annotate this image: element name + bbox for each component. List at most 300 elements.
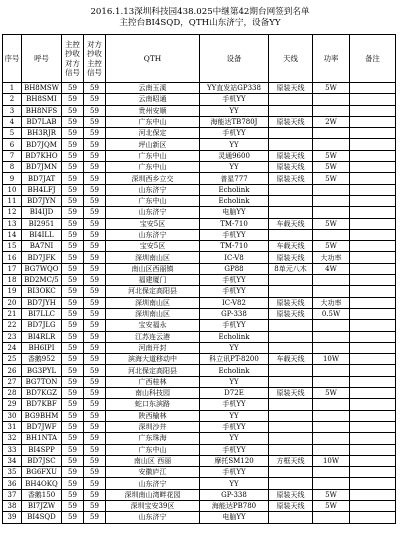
row-index-cell: 1	[3, 83, 22, 94]
qth-cell: 南山科技园	[106, 388, 200, 399]
rx-signal-cell: 59	[62, 263, 84, 274]
callsign-cell: BD7KHO	[22, 150, 62, 161]
table-row	[3, 399, 396, 410]
rx-signal-cell: 59	[62, 128, 84, 139]
row-index-cell: 2	[3, 94, 22, 105]
rx-signal-cell: 59	[62, 421, 84, 432]
antenna-cell	[269, 365, 313, 376]
antenna-cell	[269, 331, 313, 342]
remarks-cell	[350, 467, 396, 478]
rx-signal-cell: 59	[62, 241, 84, 252]
table-row	[3, 173, 396, 184]
antenna-cell	[269, 342, 313, 353]
col-index-header: 序号	[3, 35, 22, 83]
equipment-cell: TM-710	[200, 241, 269, 252]
qth-cell: 宝安5区	[106, 241, 200, 252]
tx-signal-cell: 59	[84, 241, 106, 252]
remarks-cell	[350, 308, 396, 319]
antenna-cell	[269, 286, 313, 297]
remarks-cell	[350, 433, 396, 444]
qth-cell: 宝安福永	[106, 320, 200, 331]
signin-table	[2, 34, 396, 524]
col-power-header: 功率	[313, 35, 350, 83]
row-index-cell: 39	[3, 512, 22, 523]
equipment-cell: Echolink	[200, 331, 269, 342]
qth-cell: 山东济宁	[106, 207, 200, 218]
antenna-cell: 原装天线	[269, 116, 313, 127]
remarks-cell	[350, 83, 396, 94]
callsign-cell: BD7KBF	[22, 399, 62, 410]
power-cell	[313, 399, 350, 410]
remarks-cell	[350, 376, 396, 387]
equipment-cell: 手机YY	[200, 286, 269, 297]
rx-signal-cell: 59	[62, 489, 84, 500]
remarks-cell	[350, 241, 396, 252]
qth-cell: 河北保定高阳县	[106, 286, 200, 297]
remarks-cell	[350, 455, 396, 466]
antenna-cell	[269, 410, 313, 421]
row-index-cell: 20	[3, 297, 22, 308]
page-subtitle: 主控台BI4SQD，QTH山东济宁，设备YY	[119, 18, 281, 28]
tx-signal-cell: 59	[84, 207, 106, 218]
antenna-cell: 原装天线	[269, 308, 313, 319]
equipment-cell: Echolink	[200, 195, 269, 206]
table-row	[3, 410, 396, 421]
rx-signal-cell: 59	[62, 331, 84, 342]
equipment-cell: 普星777	[200, 173, 269, 184]
tx-signal-cell: 59	[84, 478, 106, 489]
rx-signal-cell: 59	[62, 286, 84, 297]
remarks-cell	[350, 354, 396, 365]
rx-signal-cell: 59	[62, 455, 84, 466]
remarks-cell	[350, 275, 396, 286]
tx-signal-cell: 59	[84, 320, 106, 331]
table-row	[3, 94, 396, 105]
page-title: 2016.1.13深圳科技园438.025中继第42期台网签到名单	[90, 7, 310, 17]
table-row	[3, 433, 396, 444]
callsign-cell: 香鹅952	[22, 354, 62, 365]
remarks-cell	[350, 286, 396, 297]
callsign-cell: BH6IPI	[22, 342, 62, 353]
table-row	[3, 512, 396, 523]
callsign-cell: BD7JQM	[22, 139, 62, 150]
antenna-cell: 车载天线	[269, 218, 313, 229]
equipment-cell: Echolink	[200, 184, 269, 195]
equipment-cell: 电脑YY	[200, 512, 269, 523]
rx-signal-cell: 59	[62, 173, 84, 184]
row-index-cell: 31	[3, 421, 22, 432]
qth-cell: 广东中山	[106, 116, 200, 127]
table-row	[3, 139, 396, 150]
power-cell	[313, 275, 350, 286]
qth-cell: 深圳宝安39区	[106, 500, 200, 511]
table-row	[3, 354, 396, 365]
table-row	[3, 184, 396, 195]
table-row	[3, 207, 396, 218]
table-row	[3, 342, 396, 353]
tx-signal-cell: 59	[84, 263, 106, 274]
table-row	[3, 218, 396, 229]
col-tx-signal-header: 对方抄收主控信号	[84, 35, 106, 83]
table-row	[3, 229, 396, 240]
tx-signal-cell: 59	[84, 500, 106, 511]
remarks-cell	[350, 139, 396, 150]
table-header-row	[3, 35, 396, 83]
qth-cell: 云南玉溪	[106, 83, 200, 94]
antenna-cell	[269, 320, 313, 331]
equipment-cell: 灵通9600	[200, 150, 269, 161]
qth-cell: 深圳西乡立交	[106, 173, 200, 184]
table-row	[3, 478, 396, 489]
callsign-cell: BI4RLR	[22, 331, 62, 342]
row-index-cell: 18	[3, 275, 22, 286]
qth-cell: 陕西榆林	[106, 410, 200, 421]
equipment-cell: YY	[200, 433, 269, 444]
power-cell	[313, 512, 350, 523]
power-cell: 5W	[313, 83, 350, 94]
remarks-cell	[350, 162, 396, 173]
table-row	[3, 116, 396, 127]
tx-signal-cell: 59	[84, 365, 106, 376]
qth-cell: 广东中山	[106, 150, 200, 161]
row-index-cell: 25	[3, 354, 22, 365]
table-row	[3, 297, 396, 308]
remarks-cell	[350, 512, 396, 523]
equipment-cell: IC-V8	[200, 252, 269, 263]
power-cell	[313, 478, 350, 489]
qth-cell: 坪山新区	[106, 139, 200, 150]
callsign-cell: BH1NTA	[22, 433, 62, 444]
row-index-cell: 38	[3, 500, 22, 511]
power-cell	[313, 376, 350, 387]
rx-signal-cell: 59	[62, 252, 84, 263]
antenna-cell: 方框天线	[269, 455, 313, 466]
callsign-cell: BD7JYH	[22, 297, 62, 308]
qth-cell: 广东珠海	[106, 433, 200, 444]
antenna-cell	[269, 105, 313, 116]
equipment-cell: 手机YY	[200, 320, 269, 331]
table-row	[3, 162, 396, 173]
tx-signal-cell: 59	[84, 331, 106, 342]
rx-signal-cell: 59	[62, 444, 84, 455]
qth-cell: 深圳沙井	[106, 421, 200, 432]
row-index-cell: 13	[3, 218, 22, 229]
col-remarks-header: 备注	[350, 35, 396, 83]
rx-signal-cell: 59	[62, 195, 84, 206]
power-cell	[313, 467, 350, 478]
antenna-cell	[269, 376, 313, 387]
table-row	[3, 467, 396, 478]
callsign-cell: BG7TON	[22, 376, 62, 387]
rx-signal-cell: 59	[62, 229, 84, 240]
qth-cell: 江苏连云港	[106, 331, 200, 342]
tx-signal-cell: 59	[84, 139, 106, 150]
equipment-cell: YY	[200, 376, 269, 387]
antenna-cell: 原装天线	[269, 500, 313, 511]
tx-signal-cell: 59	[84, 433, 106, 444]
qth-cell: 河南开封	[106, 342, 200, 353]
antenna-cell	[269, 433, 313, 444]
qth-cell: 河北保定	[106, 128, 200, 139]
remarks-cell	[350, 116, 396, 127]
rx-signal-cell: 59	[62, 207, 84, 218]
callsign-cell: BG7WQO	[22, 263, 62, 274]
row-index-cell: 4	[3, 116, 22, 127]
power-cell	[313, 229, 350, 240]
tx-signal-cell: 59	[84, 128, 106, 139]
power-cell: 5W	[313, 162, 350, 173]
rx-signal-cell: 59	[62, 354, 84, 365]
power-cell	[313, 331, 350, 342]
remarks-cell	[350, 195, 396, 206]
callsign-cell: BH8SMI	[22, 94, 62, 105]
equipment-cell: 手机YY	[200, 229, 269, 240]
antenna-cell	[269, 275, 313, 286]
row-index-cell: 22	[3, 320, 22, 331]
remarks-cell	[350, 331, 396, 342]
antenna-cell: 原装天线	[269, 388, 313, 399]
callsign-cell: BD7JLG	[22, 320, 62, 331]
row-index-cell: 15	[3, 241, 22, 252]
callsign-cell: BD7JWF	[22, 421, 62, 432]
callsign-cell: BD7JMN	[22, 162, 62, 173]
rx-signal-cell: 59	[62, 94, 84, 105]
equipment-cell: 电脑YY	[200, 207, 269, 218]
rx-signal-cell: 59	[62, 399, 84, 410]
table-row	[3, 241, 396, 252]
antenna-cell: 原装天线	[269, 489, 313, 500]
antenna-cell	[269, 94, 313, 105]
power-cell: 5W	[313, 218, 350, 229]
rx-signal-cell: 59	[62, 478, 84, 489]
callsign-cell: BI4ILL	[22, 229, 62, 240]
rx-signal-cell: 59	[62, 388, 84, 399]
power-cell	[313, 433, 350, 444]
antenna-cell	[269, 421, 313, 432]
tx-signal-cell: 59	[84, 229, 106, 240]
rx-signal-cell: 59	[62, 512, 84, 523]
antenna-cell: 原装天线	[269, 162, 313, 173]
power-cell	[313, 286, 350, 297]
power-cell: 10W	[313, 455, 350, 466]
remarks-cell	[350, 207, 396, 218]
power-cell	[313, 421, 350, 432]
power-cell	[313, 444, 350, 455]
remarks-cell	[350, 421, 396, 432]
power-cell	[313, 128, 350, 139]
equipment-cell: 科立讯PT-8200	[200, 354, 269, 365]
tx-signal-cell: 59	[84, 105, 106, 116]
tx-signal-cell: 59	[84, 512, 106, 523]
qth-cell: 南山区 西丽	[106, 455, 200, 466]
equipment-cell: YY	[200, 342, 269, 353]
qth-cell: 深圳南山区	[106, 308, 200, 319]
tx-signal-cell: 59	[84, 83, 106, 94]
tx-signal-cell: 59	[84, 444, 106, 455]
power-cell	[313, 139, 350, 150]
row-index-cell: 7	[3, 150, 22, 161]
rx-signal-cell: 59	[62, 433, 84, 444]
tx-signal-cell: 59	[84, 455, 106, 466]
tx-signal-cell: 59	[84, 308, 106, 319]
row-index-cell: 9	[3, 173, 22, 184]
rx-signal-cell: 59	[62, 342, 84, 353]
antenna-cell: 车载天线	[269, 354, 313, 365]
equipment-cell: 手机YY	[200, 467, 269, 478]
rx-signal-cell: 59	[62, 467, 84, 478]
col-callsign-header: 呼号	[22, 35, 62, 83]
col-antenna-header: 天线	[269, 35, 313, 83]
row-index-cell: 14	[3, 229, 22, 240]
row-index-cell: 34	[3, 455, 22, 466]
antenna-cell: 原装天线	[269, 150, 313, 161]
qth-cell: 云南昭通	[106, 94, 200, 105]
table-row	[3, 421, 396, 432]
rx-signal-cell: 59	[62, 275, 84, 286]
power-cell	[313, 320, 350, 331]
tx-signal-cell: 59	[84, 162, 106, 173]
rx-signal-cell: 59	[62, 500, 84, 511]
tx-signal-cell: 59	[84, 399, 106, 410]
remarks-cell	[350, 500, 396, 511]
callsign-cell: BI4SQD	[22, 512, 62, 523]
antenna-cell: 原装天线	[269, 83, 313, 94]
power-cell: 4W	[313, 263, 350, 274]
row-index-cell: 23	[3, 331, 22, 342]
equipment-cell: YY	[200, 410, 269, 421]
antenna-cell: 车载天线	[269, 241, 313, 252]
power-cell: 大功率	[313, 252, 350, 263]
row-index-cell: 17	[3, 263, 22, 274]
callsign-cell: BA7NI	[22, 241, 62, 252]
row-index-cell: 29	[3, 399, 22, 410]
equipment-cell: 手机YY	[200, 128, 269, 139]
tx-signal-cell: 59	[84, 342, 106, 353]
rx-signal-cell: 59	[62, 308, 84, 319]
tx-signal-cell: 59	[84, 275, 106, 286]
callsign-cell: BI3OKC	[22, 286, 62, 297]
row-index-cell: 3	[3, 105, 22, 116]
table-row	[3, 263, 396, 274]
equipment-cell: GP88	[200, 263, 269, 274]
callsign-cell: BI7JZW	[22, 500, 62, 511]
row-index-cell: 24	[3, 342, 22, 353]
remarks-cell	[350, 489, 396, 500]
row-index-cell: 16	[3, 252, 22, 263]
equipment-cell: GP-338	[200, 489, 269, 500]
callsign-cell: BH8NFS	[22, 105, 62, 116]
callsign-cell: BD2MC/5	[22, 275, 62, 286]
qth-cell: 南山区西丽镇	[106, 263, 200, 274]
tx-signal-cell: 59	[84, 252, 106, 263]
callsign-cell: BI7LLC	[22, 308, 62, 319]
rx-signal-cell: 59	[62, 297, 84, 308]
tx-signal-cell: 59	[84, 388, 106, 399]
table-row	[3, 195, 396, 206]
equipment-cell: Echolink	[200, 365, 269, 376]
remarks-cell	[350, 320, 396, 331]
table-row	[3, 128, 396, 139]
callsign-cell: BG3PYL	[22, 365, 62, 376]
qth-cell: 滨海大道移动中	[106, 354, 200, 365]
power-cell: 5W	[313, 173, 350, 184]
table-row	[3, 308, 396, 319]
table-row	[3, 331, 396, 342]
row-index-cell: 27	[3, 376, 22, 387]
table-row	[3, 83, 396, 94]
qth-cell: 广西桂林	[106, 376, 200, 387]
row-index-cell: 10	[3, 184, 22, 195]
antenna-cell: 原装天线	[269, 173, 313, 184]
col-equipment-header: 设备	[200, 35, 269, 83]
row-index-cell: 37	[3, 489, 22, 500]
equipment-cell: YY	[200, 478, 269, 489]
callsign-cell: BD7KGZ	[22, 388, 62, 399]
row-index-cell: 5	[3, 128, 22, 139]
callsign-cell: BH4OKQ	[22, 478, 62, 489]
power-cell	[313, 184, 350, 195]
tx-signal-cell: 59	[84, 173, 106, 184]
table-row	[3, 388, 396, 399]
callsign-cell: BG6FXU	[22, 467, 62, 478]
callsign-cell: BG9BHM	[22, 410, 62, 421]
callsign-cell: BI4SPP	[22, 444, 62, 455]
table-row	[3, 455, 396, 466]
callsign-cell: BD7JFK	[22, 252, 62, 263]
qth-cell: 广东中山	[106, 195, 200, 206]
remarks-cell	[350, 410, 396, 421]
callsign-cell: 香鹅150	[22, 489, 62, 500]
antenna-cell: 8单元八木	[269, 263, 313, 274]
power-cell: 2W	[313, 116, 350, 127]
power-cell: 5W	[313, 500, 350, 511]
power-cell	[313, 94, 350, 105]
remarks-cell	[350, 229, 396, 240]
col-rx-signal-header: 主控抄收对方信号	[62, 35, 84, 83]
equipment-cell: 海能达TB780J	[200, 116, 269, 127]
qth-cell: 蛇口东滨路	[106, 399, 200, 410]
remarks-cell	[350, 399, 396, 410]
rx-signal-cell: 59	[62, 150, 84, 161]
remarks-cell	[350, 184, 396, 195]
equipment-cell: 海能达PB780	[200, 500, 269, 511]
power-cell	[313, 207, 350, 218]
row-index-cell: 36	[3, 478, 22, 489]
equipment-cell: IC-V82	[200, 297, 269, 308]
rx-signal-cell: 59	[62, 184, 84, 195]
rx-signal-cell: 59	[62, 162, 84, 173]
tx-signal-cell: 59	[84, 467, 106, 478]
tx-signal-cell: 59	[84, 150, 106, 161]
rx-signal-cell: 59	[62, 376, 84, 387]
tx-signal-cell: 59	[84, 489, 106, 500]
remarks-cell	[350, 263, 396, 274]
col-qth-header: QTH	[106, 35, 200, 83]
antenna-cell: 原装天线	[269, 297, 313, 308]
tx-signal-cell: 59	[84, 94, 106, 105]
row-index-cell: 32	[3, 433, 22, 444]
qth-cell: 河北保定高阳县	[106, 365, 200, 376]
remarks-cell	[350, 252, 396, 263]
rx-signal-cell: 59	[62, 139, 84, 150]
callsign-cell: BD7JSC	[22, 455, 62, 466]
qth-cell: 宝安5区	[106, 218, 200, 229]
tx-signal-cell: 59	[84, 421, 106, 432]
antenna-cell	[269, 512, 313, 523]
equipment-cell: D72E	[200, 388, 269, 399]
table-row	[3, 444, 396, 455]
equipment-cell: YY	[200, 139, 269, 150]
